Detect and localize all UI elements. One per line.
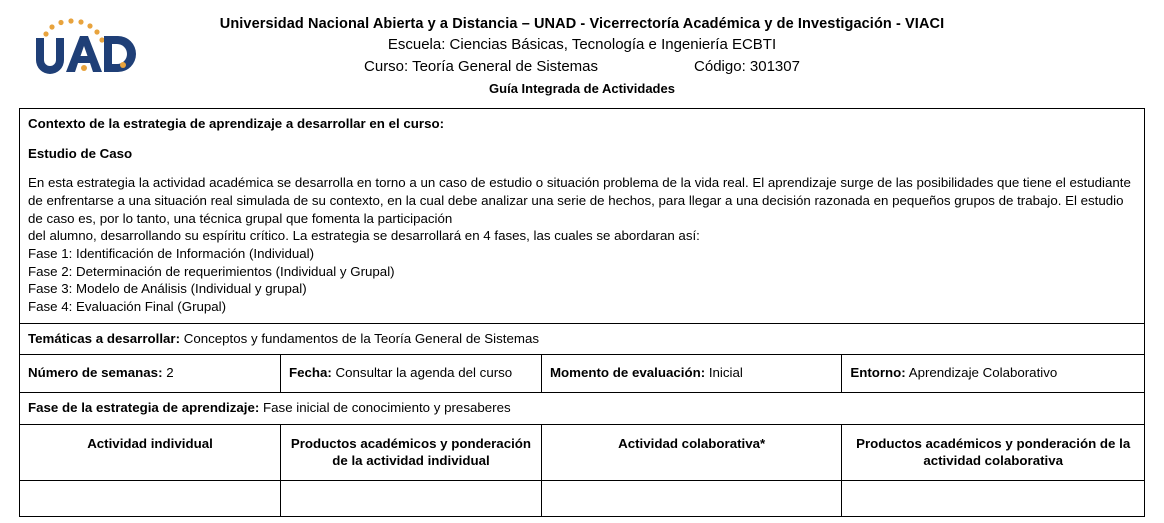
tematicas-row xyxy=(20,323,1145,355)
cell-empty-2 xyxy=(280,481,541,517)
activities-empty-row xyxy=(20,481,1145,517)
activities-guide-table xyxy=(19,108,1145,517)
header-productos-individual: Productos académicos y ponderación de la actividad individual xyxy=(280,424,541,481)
cell-empty-1 xyxy=(20,481,281,517)
context-fase-3: Fase 3: Modelo de Análisis (Individual y grupal) xyxy=(28,281,307,297)
unad-logo-icon xyxy=(28,16,140,80)
header-course-line xyxy=(0,57,1164,78)
context-subtitle: Estudio de Caso xyxy=(28,145,133,161)
header-title-line-2: Escuela: Ciencias Básicas, Tecnología e Ingeniería ECBTI xyxy=(387,36,777,53)
info-row xyxy=(20,355,1145,393)
activities-header-row xyxy=(20,424,1145,481)
semanas-value: 2 xyxy=(162,365,174,381)
entorno-label: Entorno: xyxy=(850,365,906,381)
context-paragraph-1: En esta estrategia la actividad académica se desarrolla en torno a un caso de estudio o situación problema de la vida real. El aprendizaje surge de las posibilidades que tiene el estudiante de enfrentarse a una situación real simulada de su contexto, en la cual debe analizar una serie de hechos, para llegar a una decisión razonada en pequeños grupos de trabajo. El estudio de caso es, por lo tanto, una técnica grupal que fomenta la participación xyxy=(28,175,1131,226)
fase-estrategia-row xyxy=(20,393,1145,425)
header-actividad-colaborativa: Actividad colaborativa* xyxy=(541,424,841,481)
fase-estrategia-label: Fase de la estrategia de aprendizaje: xyxy=(28,400,260,416)
spacer xyxy=(28,133,1136,145)
momento-value: Inicial xyxy=(705,365,743,381)
fecha-label: Fecha: xyxy=(288,365,332,381)
spacer-2 xyxy=(28,162,1136,174)
cell-empty-3 xyxy=(541,481,841,517)
header-title-line-1: Universidad Nacional Abierta y a Distancia – UNAD - Vicerrectoría Académica y de Investigación - VIACI xyxy=(219,16,945,32)
tematicas-cell xyxy=(20,323,1145,355)
context-title: Contexto de la estrategia de aprendizaje a desarrollar en el curso: xyxy=(28,116,445,131)
entorno-cell xyxy=(842,355,1145,393)
semanas-label: Número de semanas: xyxy=(28,365,163,381)
context-fase-4: Fase 4: Evaluación Final (Grupal) xyxy=(28,299,227,315)
header-actividad-individual: Actividad individual xyxy=(20,424,281,481)
entorno-value: Aprendizaje Colaborativo xyxy=(905,365,1058,381)
course-name: Curso: Teoría General de Sistemas xyxy=(364,57,599,75)
context-fase-2: Fase 2: Determinación de requerimientos (Individual y Grupal) xyxy=(28,263,395,279)
fase-estrategia-value: Fase inicial de conocimiento y presaberes xyxy=(259,400,511,416)
fecha-value: Consultar la agenda del curso xyxy=(331,365,513,381)
header-productos-colaborativa: Productos académicos y ponderación de la actividad colaborativa xyxy=(842,424,1145,481)
context-cell xyxy=(20,109,1145,324)
course-code-value: 301307 xyxy=(749,57,800,75)
document-header xyxy=(0,0,1164,104)
momento-label: Momento de evaluación: xyxy=(549,365,706,381)
tematicas-label: Temáticas a desarrollar: xyxy=(28,330,181,346)
momento-cell xyxy=(541,355,841,393)
tematicas-value: Conceptos y fundamentos de la Teoría General de Sistemas xyxy=(180,330,539,346)
context-row xyxy=(20,109,1145,324)
semanas-cell xyxy=(20,355,281,393)
course-code-label: Código: xyxy=(694,57,746,75)
fase-estrategia-cell xyxy=(20,393,1145,425)
fecha-cell xyxy=(280,355,541,393)
header-subtitle: Guía Integrada de Actividades xyxy=(489,81,675,97)
cell-empty-4 xyxy=(842,481,1145,517)
context-fase-1: Fase 1: Identificación de Información (Individual) xyxy=(28,246,315,262)
context-paragraph-2: del alumno, desarrollando su espíritu crítico. La estrategia se desarrollará en 4 fases, las cuales se abordaran así: xyxy=(28,228,700,244)
